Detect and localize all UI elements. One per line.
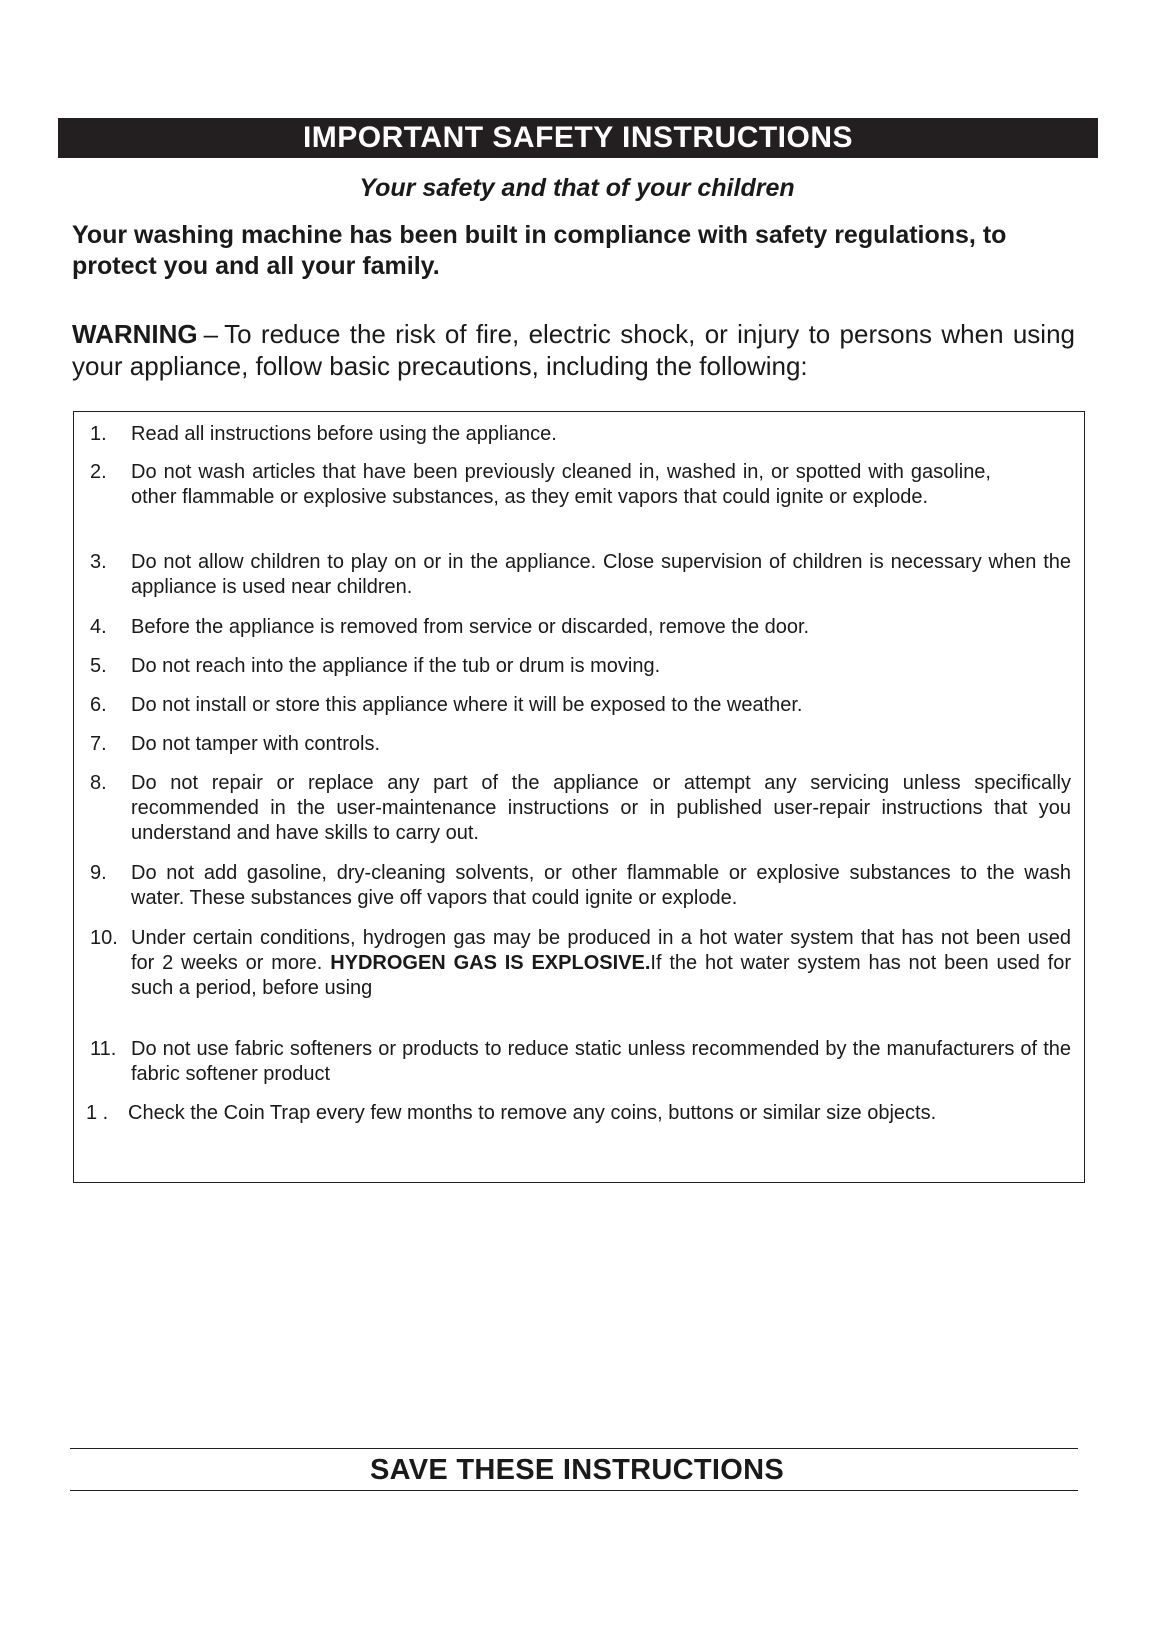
list-item-number: 9. [90,862,107,884]
list-item-text: Do not tamper with controls. [131,733,380,755]
list-item-text: Do not repair or replace any part of the appliance or attempt any servicing unless specifically recommended in the user-maintenance instructions or in published user-repair instructions that you understand and have skills to carry out. [131,772,1071,844]
hydrogen-warning-text: HYDROGEN GAS IS EXPLOSIVE. [330,952,651,974]
list-item-text: Do not reach into the appliance if the tub or drum is moving. [131,655,661,677]
list-item-number: 11. [90,1038,117,1060]
page-title-banner [58,118,1098,158]
list-item-text: Do not add gasoline, dry-cleaning solvents, or other flammable or explosive substances to the wash water. These substances give off vapors that could ignite or explode. [131,862,1071,909]
list-item-number: 1 . [86,1102,109,1124]
list-item-number: 2. [90,461,107,483]
list-item-number: 3. [90,551,107,573]
safety-instructions-box [73,411,1085,1183]
list-item-text: Check the Coin Trap every few months to remove any coins, buttons or similar size objects. [128,1102,937,1124]
intro-paragraph: Your washing machine has been built in compliance with safety regulations, to protect you and all your family. [72,221,1007,280]
footer-title: SAVE THESE INSTRUCTIONS [369,1454,785,1486]
page-title: IMPORTANT SAFETY INSTRUCTIONS [302,121,854,154]
list-item-number: 4. [90,616,107,638]
footer-top-rule [70,1448,1078,1449]
list-item-text-part: Under certain conditions, hydrogen gas may be produced in a hot water system that has not been used for 2 weeks or more. [131,927,1071,974]
list-item-text: Do not allow children to play on or in the appliance. Close supervision of children is necessary when the appliance is used near children. [131,551,1071,598]
warning-text: To reduce the risk of fire, electric shock, or injury to persons when using your appliance, follow basic precautions, including the following: [72,319,1075,381]
list-item-text-part: If the hot water system has not been used for such a period, before using [131,952,1071,999]
list-item-text: Before the appliance is removed from service or discarded, remove the door. [131,616,810,638]
warning-paragraph [72,318,1075,382]
warning-dash: – [203,319,219,349]
list-item-number: 5. [90,655,107,677]
warning-label: WARNING [72,319,198,349]
list-item-number: 6. [90,694,107,716]
page-subtitle: Your safety and that of your children [359,174,795,202]
list-item-text: Do not wash articles that have been previously cleaned in, washed in, or spotted with gasoline, other flammable or explosive substances, as they emit vapors that could ignite or explode. [131,461,991,508]
footer-bottom-rule [70,1490,1078,1491]
list-item-number: 10. [90,927,118,949]
list-item-text [131,926,1071,1001]
list-item-number: 8. [90,772,107,794]
list-item-text: Do not use fabric softeners or products to reduce static unless recommended by the manufacturers of the fabric softener product [131,1038,1071,1085]
list-item-text: Do not install or store this appliance where it will be exposed to the weather. [131,694,803,716]
list-item-number: 7. [90,733,107,755]
list-item-number: 1. [90,423,107,445]
list-item-text: Read all instructions before using the appliance. [131,423,557,445]
